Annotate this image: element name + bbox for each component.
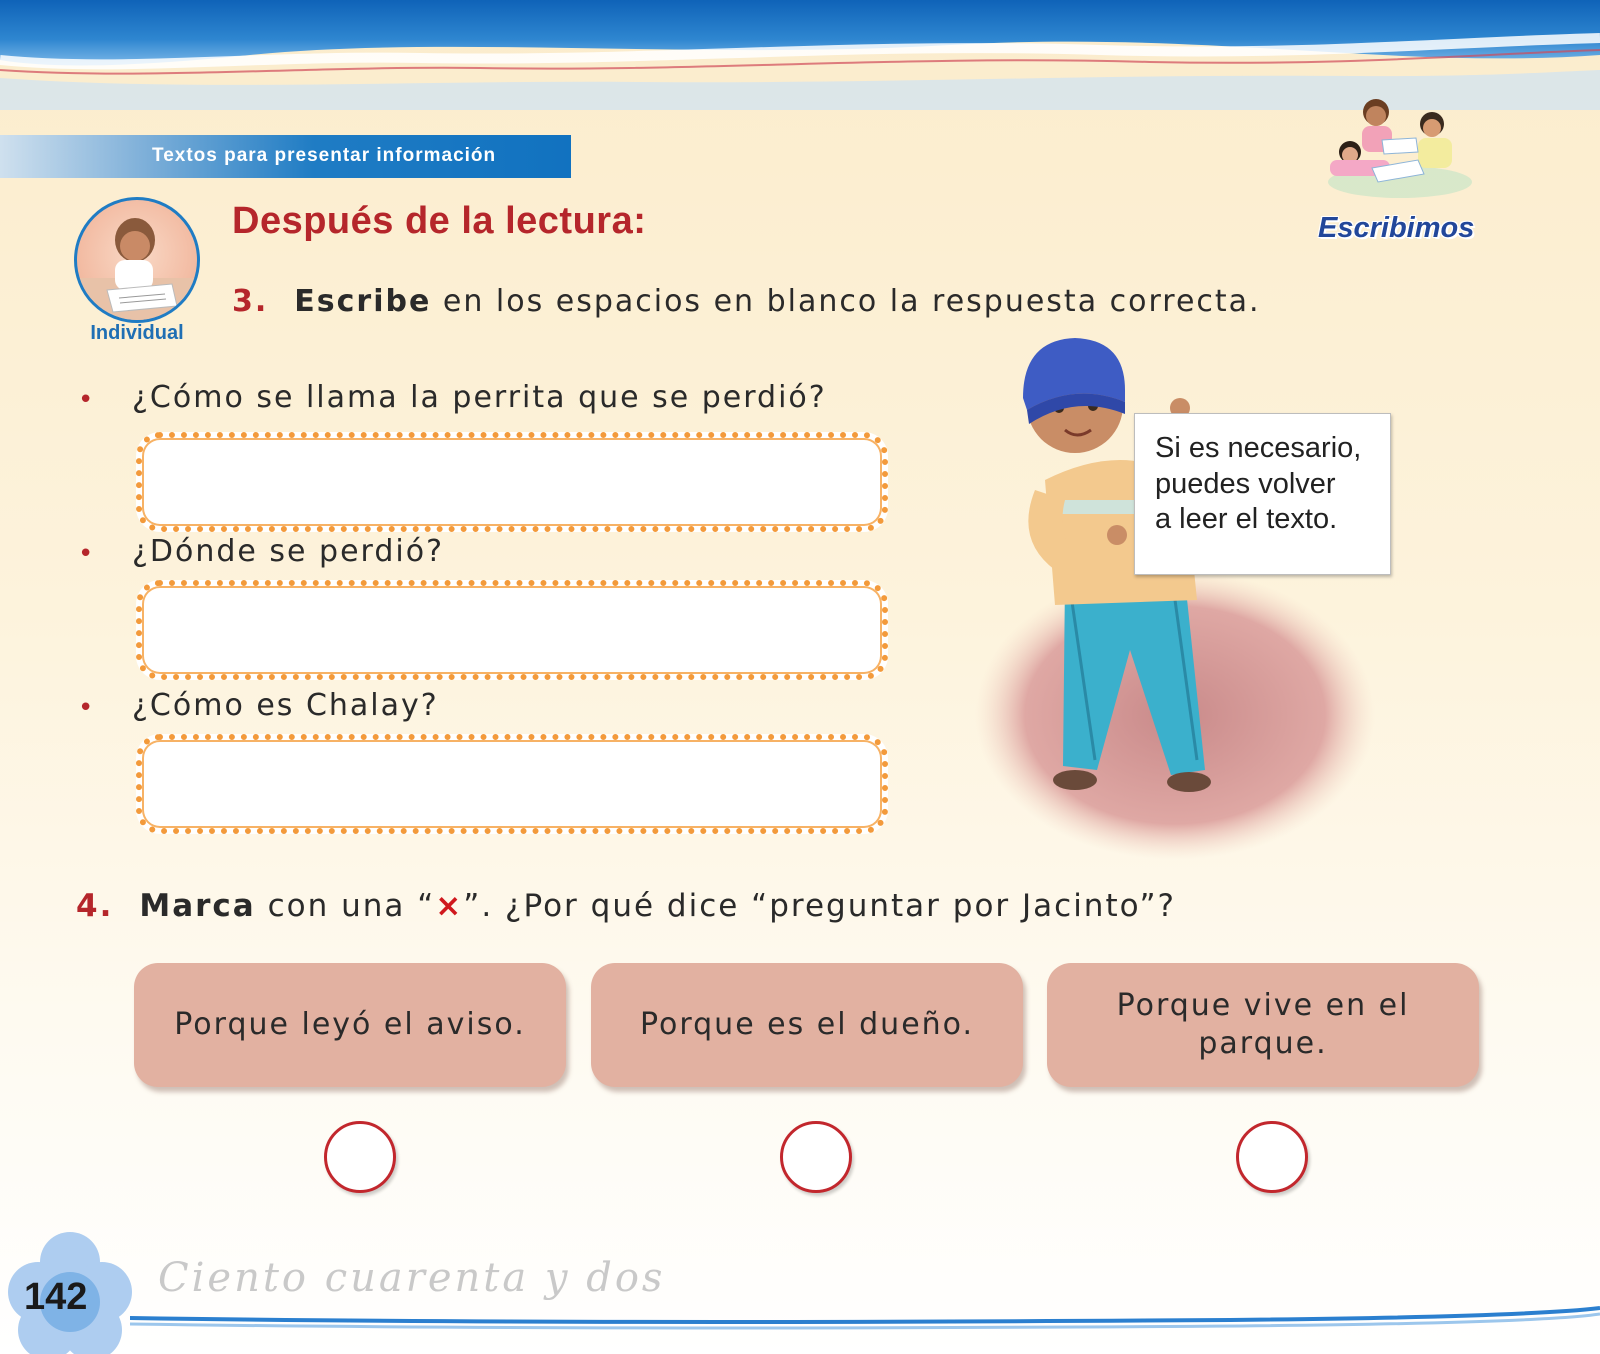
section-tab-label: Textos para presentar información bbox=[152, 145, 497, 166]
option-card-1 bbox=[134, 963, 566, 1087]
answer-field-2[interactable] bbox=[136, 580, 888, 680]
activity-label: Escribimos bbox=[1318, 212, 1475, 244]
badge-label: Individual bbox=[90, 322, 184, 344]
individual-badge-illustration bbox=[74, 197, 200, 323]
page-number-words: Ciento cuarenta y dos bbox=[158, 1255, 666, 1301]
question-3-verb: Escribe bbox=[294, 284, 432, 319]
bullet-icon: • bbox=[78, 385, 94, 415]
bullet-icon: • bbox=[78, 693, 94, 723]
kids-reading-icon bbox=[1320, 94, 1480, 202]
answer-field-3[interactable] bbox=[136, 734, 888, 834]
answer-field-1[interactable] bbox=[136, 432, 888, 532]
question-3-item-1: ¿Cómo se llama la perrita que se perdió? bbox=[132, 380, 827, 415]
page-number: 142 bbox=[24, 1276, 88, 1318]
hint-line-2: puedes volver bbox=[1155, 468, 1336, 500]
boy-holding-sign-illustration bbox=[975, 330, 1385, 870]
option-label-3: Porque vive en el parque. bbox=[1116, 988, 1410, 1061]
footer-wave-line bbox=[130, 1300, 1600, 1330]
option-2-checkbox[interactable] bbox=[780, 1121, 852, 1193]
option-card-3 bbox=[1047, 963, 1479, 1087]
option-3-checkbox[interactable] bbox=[1236, 1121, 1308, 1193]
question-3-item-2: ¿Dónde se perdió? bbox=[132, 534, 445, 569]
question-4-number: 4. bbox=[76, 888, 114, 924]
bullet-icon: • bbox=[78, 539, 94, 569]
option-label-1: Porque leyó el aviso. bbox=[174, 1007, 526, 1042]
question-4-instruction bbox=[76, 888, 1176, 924]
option-card-2 bbox=[591, 963, 1023, 1087]
hint-line-3: a leer el texto. bbox=[1155, 503, 1338, 535]
question-3-number: 3. bbox=[232, 284, 269, 319]
page-title: Después de la lectura: bbox=[232, 200, 647, 242]
section-tab bbox=[0, 135, 571, 178]
question-4-text-before: con una “ bbox=[267, 888, 436, 924]
question-4-verb: Marca bbox=[139, 888, 256, 924]
question-4-text-after: ”. ¿Por qué dice “preguntar por Jacinto”? bbox=[463, 888, 1176, 924]
option-1-checkbox[interactable] bbox=[324, 1121, 396, 1193]
x-mark-icon: × bbox=[435, 888, 464, 924]
girl-writing-icon bbox=[77, 200, 197, 320]
hint-sign-card bbox=[1134, 413, 1391, 575]
question-3-text: en los espacios en blanco la respuesta correcta. bbox=[442, 284, 1261, 319]
option-label-2: Porque es el dueño. bbox=[639, 1007, 975, 1042]
question-3-instruction bbox=[232, 284, 1261, 319]
hint-line-1: Si es necesario, bbox=[1155, 432, 1362, 464]
question-3-item-3: ¿Cómo es Chalay? bbox=[132, 688, 439, 723]
